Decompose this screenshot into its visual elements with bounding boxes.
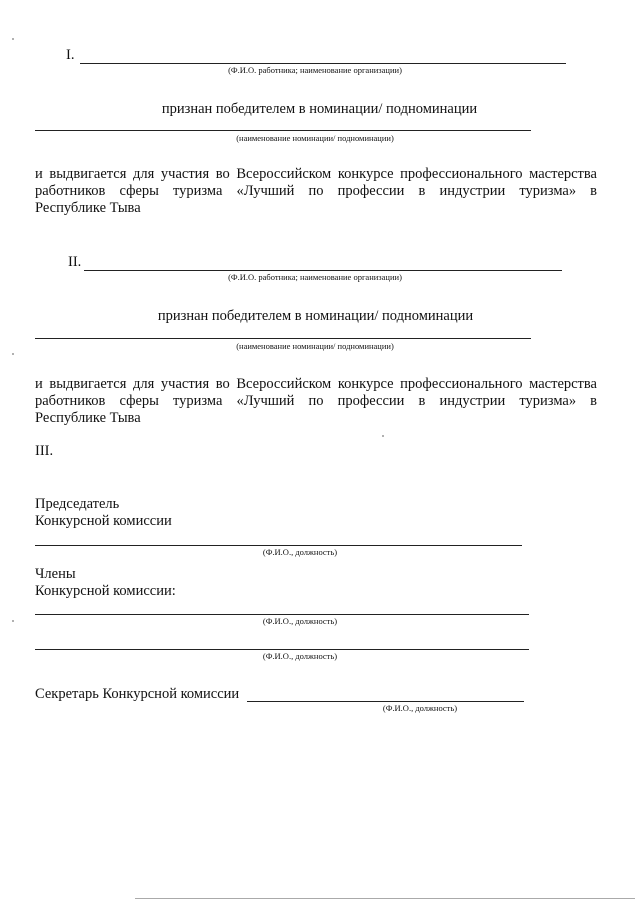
nomination-caption: (наименование номинации/ подноминации) (236, 133, 394, 143)
nomination-caption: (наименование номинации/ подноминации) (236, 341, 394, 351)
nomination-paragraph (35, 376, 597, 427)
nominee-caption: (Ф.И.О. работника; наименование организации) (228, 65, 402, 75)
section-2-numeral: II. (68, 254, 82, 270)
nomination-line[interactable] (35, 338, 531, 339)
scan-speck (382, 435, 384, 437)
scan-speck (12, 353, 14, 355)
winner-text: признан победителем в номинации/ подноминации (157, 308, 474, 324)
nominee-caption: (Ф.И.О. работника; наименование организации) (228, 272, 402, 282)
member-signature-line[interactable] (35, 649, 529, 650)
paragraph-line: Республике Тыва (35, 200, 141, 216)
paragraph-line: и выдвигается для участия во Всероссийском конкурсе профессионального мастерства (35, 166, 597, 182)
paragraph-line: работников сферы туризма «Лучший по профессии в индустрии туризма» в (35, 393, 597, 409)
nomination-line[interactable] (35, 130, 531, 131)
section-3-numeral: III. (35, 443, 54, 459)
members-commission-label: Конкурсной комиссии: (35, 583, 176, 599)
chairman-caption: (Ф.И.О., должность) (262, 547, 338, 557)
nominee-line[interactable] (80, 63, 566, 64)
paragraph-line: и выдвигается для участия во Всероссийском конкурсе профессионального мастерства (35, 376, 597, 392)
secretary-signature-line[interactable] (247, 701, 524, 702)
chairman-label: Председатель (35, 496, 120, 512)
section-1-numeral: I. (66, 47, 75, 63)
winner-text: признан победителем в номинации/ подноминации (161, 101, 478, 117)
secretary-caption: (Ф.И.О., должность) (382, 703, 458, 713)
nominee-line[interactable] (84, 270, 562, 271)
chairman-commission-label: Конкурсной комиссии (35, 513, 172, 529)
paragraph-line: Республике Тыва (35, 410, 141, 426)
scan-speck (12, 38, 14, 40)
nomination-paragraph (35, 166, 597, 217)
member-caption: (Ф.И.О., должность) (262, 651, 338, 661)
member-caption: (Ф.И.О., должность) (262, 616, 338, 626)
paragraph-line: работников сферы туризма «Лучший по профессии в индустрии туризма» в (35, 183, 597, 199)
chairman-signature-line[interactable] (35, 545, 522, 546)
member-signature-line[interactable] (35, 614, 529, 615)
page-bottom-edge (135, 898, 635, 899)
secretary-label: Секретарь Конкурсной комиссии (35, 686, 240, 702)
members-label: Члены (35, 566, 76, 582)
scan-speck (12, 620, 14, 622)
